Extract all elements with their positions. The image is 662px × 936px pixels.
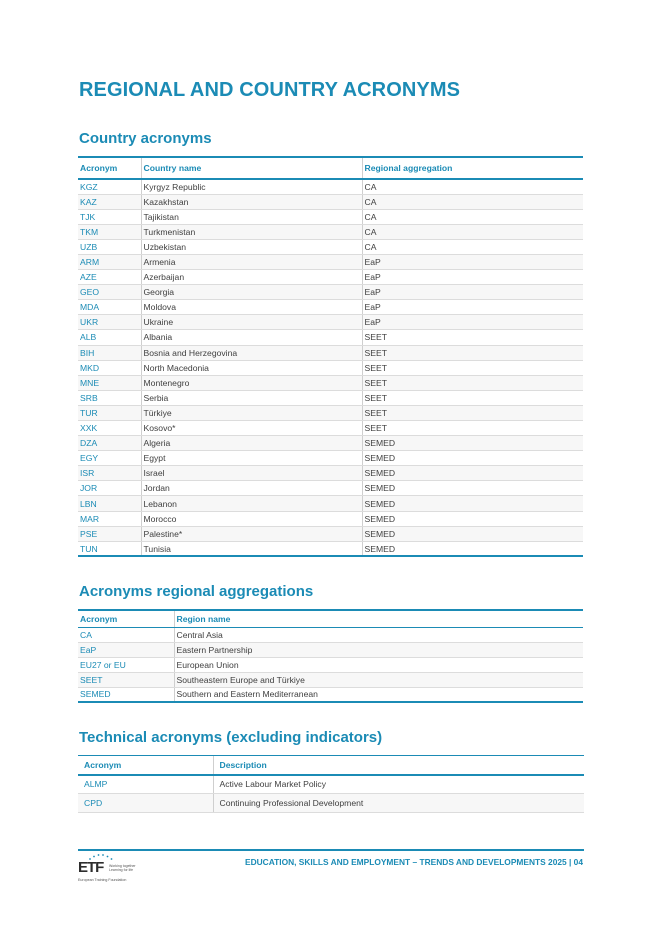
acronym-cell: SEMED	[78, 687, 174, 702]
table-row	[78, 270, 583, 285]
table-cell: European Union	[174, 657, 583, 672]
table-cell: SEMED	[362, 451, 583, 466]
table-row	[78, 285, 583, 300]
table-row	[78, 421, 583, 436]
table-row	[78, 360, 583, 375]
table-cell: Morocco	[141, 511, 362, 526]
table-row	[78, 657, 583, 672]
table-cell: Tajikistan	[141, 209, 362, 224]
acronym-cell: UKR	[78, 315, 141, 330]
table-cell: Algeria	[141, 436, 362, 451]
table-cell: SEMED	[362, 466, 583, 481]
table-cell: EaP	[362, 300, 583, 315]
table-cell: Kazakhstan	[141, 194, 362, 209]
logo-tagline: Working together Learning for life	[109, 864, 136, 872]
table-row	[78, 224, 583, 239]
acronym-cell: DZA	[78, 436, 141, 451]
table-cell: North Macedonia	[141, 360, 362, 375]
technical-acronyms-table	[78, 755, 584, 813]
table-cell: Southeastern Europe and Türkiye	[174, 672, 583, 687]
table-cell: SEET	[362, 375, 583, 390]
table-row	[78, 375, 583, 390]
acronym-cell: ALMP	[78, 775, 213, 794]
table-cell: Central Asia	[174, 627, 583, 642]
table-cell: SEMED	[362, 511, 583, 526]
table-row	[78, 330, 583, 345]
table-cell: CA	[362, 224, 583, 239]
acronym-cell: MAR	[78, 511, 141, 526]
acronym-cell: TUN	[78, 541, 141, 556]
table-cell: Armenia	[141, 254, 362, 269]
table-cell: SEET	[362, 330, 583, 345]
table-cell: Southern and Eastern Mediterranean	[174, 687, 583, 702]
acronym-cell: ARM	[78, 254, 141, 269]
table-row	[78, 496, 583, 511]
acronym-cell: AZE	[78, 270, 141, 285]
table-header-row	[78, 610, 583, 627]
acronym-cell: SRB	[78, 390, 141, 405]
column-header-acronym: Acronym	[78, 157, 141, 179]
table-cell: EaP	[362, 254, 583, 269]
logo-mark: ETF	[78, 859, 104, 876]
regional-aggregations-table	[78, 609, 583, 703]
column-header-acronym: Acronym	[78, 610, 174, 627]
country-acronyms-heading: Country acronyms	[79, 130, 212, 147]
table-row	[78, 345, 583, 360]
acronym-cell: LBN	[78, 496, 141, 511]
table-cell: Israel	[141, 466, 362, 481]
table-row	[78, 687, 583, 702]
table-cell: SEMED	[362, 436, 583, 451]
table-cell: Tunisia	[141, 541, 362, 556]
table-cell: CA	[362, 194, 583, 209]
table-cell: Georgia	[141, 285, 362, 300]
table-cell: SEMED	[362, 481, 583, 496]
table-cell: SEET	[362, 405, 583, 420]
page-title: REGIONAL AND COUNTRY ACRONYMS	[79, 79, 461, 101]
table-cell: Turkmenistan	[141, 224, 362, 239]
acronym-cell: MKD	[78, 360, 141, 375]
table-row	[78, 511, 583, 526]
table-row	[78, 254, 583, 269]
footer-running-title: EDUCATION, SKILLS AND EMPLOYMENT – TRENDS AND DEVELOPMENTS 2025 | 04	[244, 857, 583, 867]
table-row	[78, 466, 583, 481]
table-cell: SEMED	[362, 541, 583, 556]
table-row	[78, 672, 583, 687]
table-header-row	[78, 157, 583, 179]
table-row	[78, 300, 583, 315]
table-cell: Uzbekistan	[141, 239, 362, 254]
column-header-region-name: Region name	[174, 610, 583, 627]
column-header-regional-aggregation: Regional aggregation	[362, 157, 583, 179]
table-cell: Moldova	[141, 300, 362, 315]
table-row	[78, 390, 583, 405]
table-row	[78, 405, 583, 420]
technical-acronyms-heading: Technical acronyms (excluding indicators)	[79, 729, 383, 746]
acronym-cell: CPD	[78, 794, 213, 813]
acronym-cell: JOR	[78, 481, 141, 496]
acronym-cell: KAZ	[78, 194, 141, 209]
acronym-cell: SEET	[78, 672, 174, 687]
table-row	[78, 627, 583, 642]
table-cell: CA	[362, 239, 583, 254]
table-cell: Albania	[141, 330, 362, 345]
table-row	[78, 481, 583, 496]
regional-aggregations-heading: Acronyms regional aggregations	[79, 583, 314, 600]
acronym-cell: EaP	[78, 642, 174, 657]
table-cell: Kosovo*	[141, 421, 362, 436]
table-cell: SEET	[362, 345, 583, 360]
acronym-cell: XXK	[78, 421, 141, 436]
table-cell: EaP	[362, 285, 583, 300]
acronym-cell: MDA	[78, 300, 141, 315]
table-cell: SEMED	[362, 526, 583, 541]
table-cell: EaP	[362, 270, 583, 285]
table-cell: Jordan	[141, 481, 362, 496]
table-cell: SEET	[362, 390, 583, 405]
column-header-country-name: Country name	[141, 157, 362, 179]
table-cell: SEET	[362, 421, 583, 436]
table-cell: Azerbaijan	[141, 270, 362, 285]
acronym-cell: GEO	[78, 285, 141, 300]
table-row	[78, 794, 584, 813]
table-header-row	[78, 756, 584, 775]
table-row	[78, 179, 583, 194]
acronym-cell: TKM	[78, 224, 141, 239]
acronym-cell: EU27 or EU	[78, 657, 174, 672]
table-cell: Lebanon	[141, 496, 362, 511]
logo-subtitle: European Training Foundation	[78, 878, 127, 882]
table-cell: CA	[362, 179, 583, 194]
acronym-cell: ISR	[78, 466, 141, 481]
country-acronyms-table	[78, 156, 583, 557]
table-cell: EaP	[362, 315, 583, 330]
table-cell: Montenegro	[141, 375, 362, 390]
table-cell: Active Labour Market Policy	[213, 775, 584, 794]
acronym-cell: BIH	[78, 345, 141, 360]
table-cell: Türkiye	[141, 405, 362, 420]
table-cell: Palestine*	[141, 526, 362, 541]
footer-divider	[78, 849, 584, 851]
table-cell: Continuing Professional Development	[213, 794, 584, 813]
acronym-cell: UZB	[78, 239, 141, 254]
table-cell: CA	[362, 209, 583, 224]
table-cell: Egypt	[141, 451, 362, 466]
table-cell: Serbia	[141, 390, 362, 405]
table-row	[78, 451, 583, 466]
table-cell: Eastern Partnership	[174, 642, 583, 657]
acronym-cell: EGY	[78, 451, 141, 466]
acronym-cell: MNE	[78, 375, 141, 390]
acronym-cell: TJK	[78, 209, 141, 224]
column-header-description: Description	[213, 756, 584, 775]
acronym-cell: TUR	[78, 405, 141, 420]
table-row	[78, 775, 584, 794]
table-cell: Kyrgyz Republic	[141, 179, 362, 194]
etf-logo	[78, 853, 138, 885]
table-cell: SEET	[362, 360, 583, 375]
table-row	[78, 239, 583, 254]
table-row	[78, 209, 583, 224]
acronym-cell: ALB	[78, 330, 141, 345]
column-header-acronym: Acronym	[78, 756, 213, 775]
table-row	[78, 642, 583, 657]
table-cell: Ukraine	[141, 315, 362, 330]
acronym-cell: KGZ	[78, 179, 141, 194]
table-row	[78, 541, 583, 556]
table-row	[78, 194, 583, 209]
table-row	[78, 526, 583, 541]
acronym-cell: CA	[78, 627, 174, 642]
table-cell: Bosnia and Herzegovina	[141, 345, 362, 360]
table-row	[78, 436, 583, 451]
table-row	[78, 315, 583, 330]
acronym-cell: PSE	[78, 526, 141, 541]
table-cell: SEMED	[362, 496, 583, 511]
